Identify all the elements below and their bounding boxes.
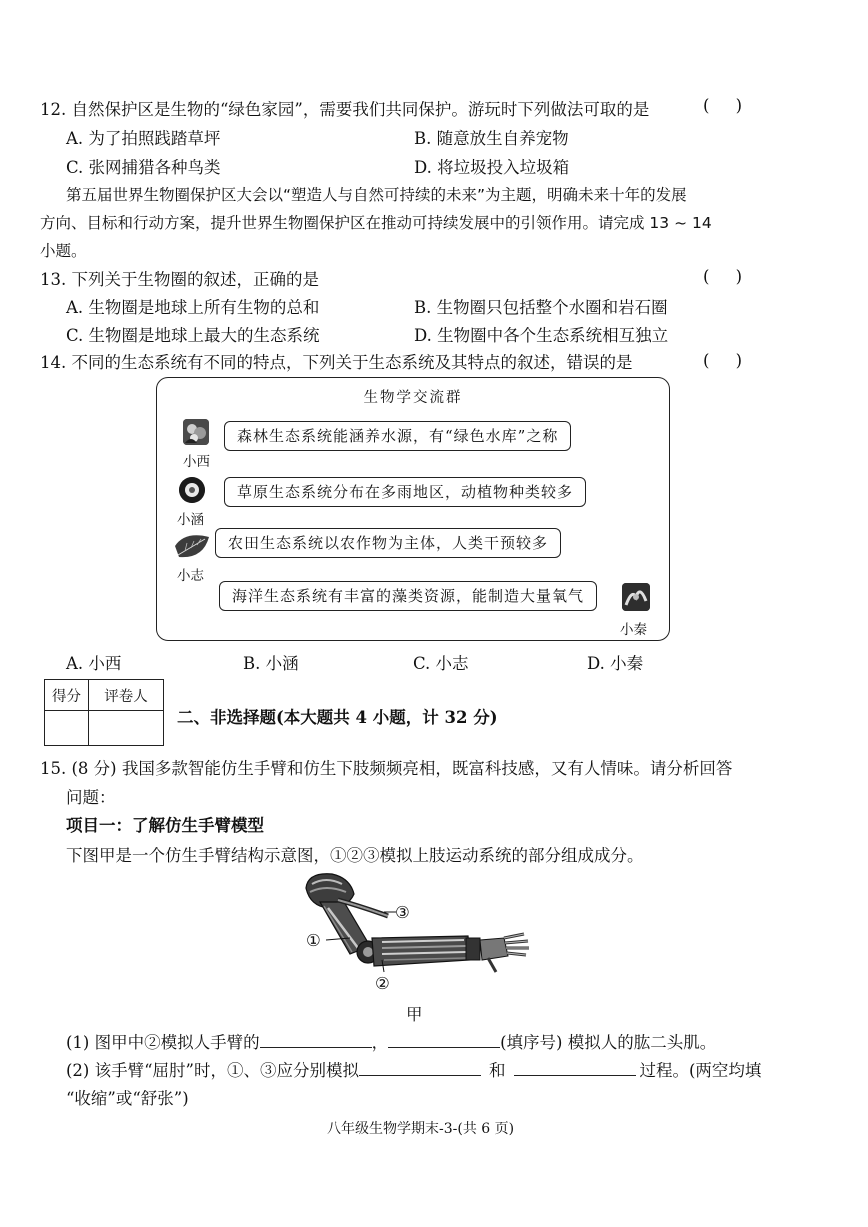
chat-group-title: 生物学交流群 (363, 390, 463, 406)
q12-option-a: A. 为了拍照践踏草坪 (66, 129, 221, 148)
q12-option-b: B. 随意放生自养宠物 (414, 129, 569, 148)
q15-sub2-blank-2[interactable] (514, 1059, 636, 1076)
q15-project-1-heading: 项目一：了解仿生手臂模型 (66, 816, 264, 835)
q15-sub1 (66, 1029, 716, 1053)
q15-stem-line-1: 15. (8 分) 我国多款智能仿生手臂和仿生下肢频频亮相，既富科技感，又有人情味。请分析回答 (40, 759, 733, 778)
q14-option-a: A. 小西 (66, 654, 122, 673)
q12-option-c: C. 张网捕猎各种鸟类 (66, 158, 221, 177)
figure-label-1: ① (306, 931, 321, 950)
plant-avatar-icon (622, 583, 650, 611)
q15-description: 下图甲是一个仿生手臂结构示意图，①②③模拟上肢运动系统的部分组成成分。 (66, 846, 644, 865)
q12-stem: 12. 自然保护区是生物的“绿色家园”，需要我们共同保护。游玩时下列做法可取的是 (40, 100, 650, 119)
intro-line-1: 第五届世界生物圈保护区大会以“塑造人与自然可持续的未来”为主题，明确未来十年的发展 (66, 186, 687, 204)
section-2-title: 二、非选择题(本大题共 4 小题，计 32 分) (177, 708, 498, 727)
q15-sub2-part-a: (2) 该手臂“屈肘”时，①、③应分别模拟 (66, 1061, 359, 1080)
message-bubble-xiaohan: 草原生态系统分布在多雨地区，动植物种类较多 (224, 477, 586, 507)
page-footer: 八年级生物学期末-3-(共 6 页) (327, 1121, 515, 1137)
q13-option-d: D. 生物圈中各个生态系统相互独立 (414, 326, 669, 345)
avatar-xiaozhi (173, 531, 211, 561)
sender-name-xiaohan: 小涵 (177, 512, 204, 528)
message-bubble-xiaoqin: 海洋生态系统有丰富的藻类资源，能制造大量氧气 (219, 581, 597, 611)
q14-option-b: B. 小涵 (243, 654, 299, 673)
sender-name-xiaoxi: 小西 (183, 454, 210, 470)
q15-sub1-part-b: ， (371, 1033, 389, 1052)
avatar-xiaoxi (183, 419, 209, 445)
chat-group-panel (156, 377, 670, 641)
message-bubble-xiaoxi: 森林生态系统能涵养水源，有“绿色水库”之称 (224, 421, 571, 451)
q15-stem-line-2: 问题： (66, 788, 116, 807)
q15-sub1-part-c: (填序号) 模拟人的肱二头肌。 (500, 1033, 717, 1052)
q12-option-d: D. 将垃圾投入垃圾箱 (414, 158, 570, 177)
q15-sub1-part-a: (1) 图甲中②模拟人手臂的 (66, 1033, 260, 1052)
avatar-xiaoqin (622, 583, 650, 611)
q12-answer-paren: ( ) (703, 96, 743, 115)
sender-name-xiaoqin: 小秦 (620, 622, 647, 638)
q13-answer-paren: ( ) (703, 267, 743, 286)
q15-sub2-blank-1[interactable] (359, 1059, 481, 1076)
q13-option-b: B. 生物圈只包括整个水圈和岩石圈 (414, 298, 668, 317)
q14-answer-paren: ( ) (703, 351, 743, 370)
score-header: 得分 (45, 680, 89, 711)
grader-cell[interactable] (89, 711, 164, 746)
q14-option-d: D. 小秦 (587, 654, 644, 673)
intro-line-2: 方向、目标和行动方案，提升世界生物圈保护区在推动可持续发展中的引领作用。请完成 13 ~ 14 (40, 214, 712, 232)
q14-option-c: C. 小志 (413, 654, 469, 673)
q15-sub1-blank-1[interactable] (260, 1031, 372, 1048)
q13-stem: 13. 下列关于生物圈的叙述，正确的是 (40, 270, 319, 289)
q13-option-c: C. 生物圈是地球上最大的生态系统 (66, 326, 320, 345)
figure-label-2: ② (375, 974, 390, 993)
message-bubble-xiaozhi: 农田生态系统以农作物为主体，人类干预较多 (215, 528, 561, 558)
q13-option-a: A. 生物圈是地球上所有生物的总和 (66, 298, 320, 317)
intro-line-3: 小题。 (40, 242, 87, 260)
q15-sub2 (66, 1057, 761, 1081)
q15-sub2-part-b: 和 (489, 1061, 506, 1080)
grader-header: 评卷人 (89, 680, 164, 711)
sender-name-xiaozhi: 小志 (177, 568, 204, 584)
flower-avatar-icon (183, 419, 209, 445)
score-table (44, 679, 164, 746)
score-cell[interactable] (45, 711, 89, 746)
animal-avatar-icon (179, 477, 205, 503)
q14-stem: 14. 不同的生态系统有不同的特点，下列关于生态系统及其特点的叙述，错误的是 (40, 353, 633, 372)
q15-sub2-line-2: “收缩”或“舒张”) (66, 1089, 189, 1108)
q15-sub1-blank-2[interactable] (388, 1031, 500, 1048)
bionic-arm-figure (298, 868, 538, 994)
figure-caption: 甲 (406, 1005, 423, 1024)
figure-label-3: ③ (395, 903, 410, 922)
leaf-avatar-icon (173, 531, 211, 561)
avatar-xiaohan (179, 477, 205, 503)
q15-sub2-part-c: 过程。(两空均填 (639, 1061, 762, 1080)
